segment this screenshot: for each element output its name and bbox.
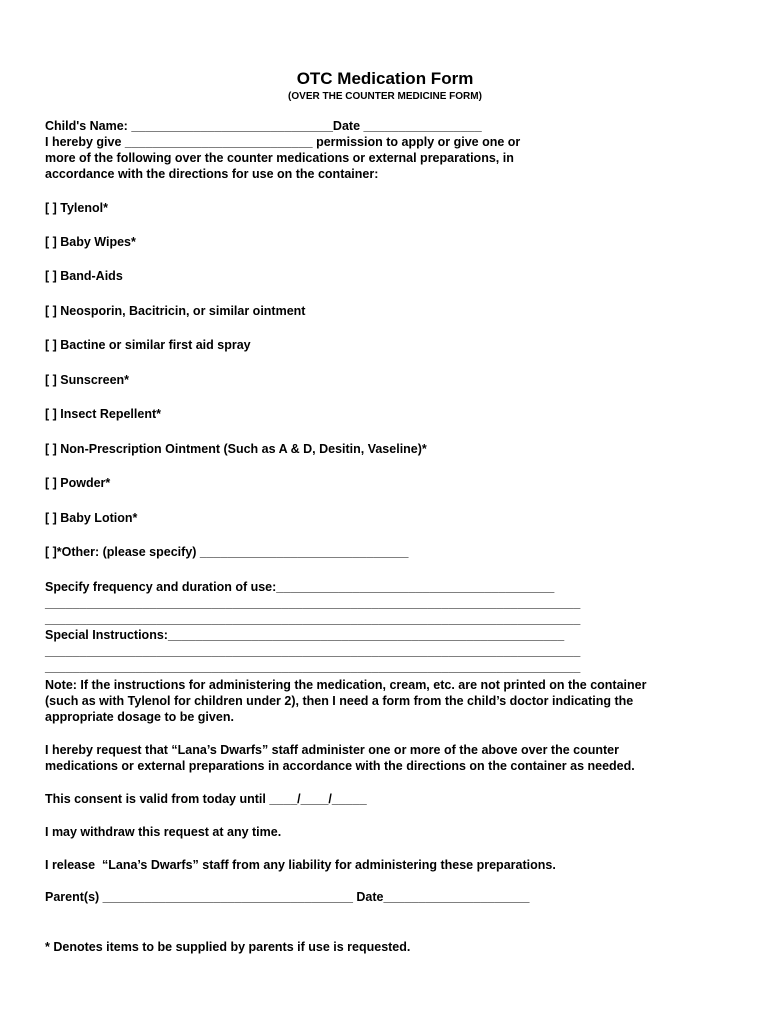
childs-name-date-line: Child's Name: _____________________________Date _________________ xyxy=(45,119,482,133)
release-text-line: I release “Lana’s Dwarfs” staff from any liability for administering these preparations. xyxy=(45,858,556,872)
frequency-blank-line: _____________________________________________________________________________ xyxy=(45,612,581,626)
note-text-line: Note: If the instructions for administering the medication, cream, etc. are not printed on the container xyxy=(45,678,647,692)
note-text-line: appropriate dosage to be given. xyxy=(45,710,234,724)
checklist-item-baby-wipes: [ ] Baby Wipes* xyxy=(45,235,136,249)
special-instructions-blank-line: _____________________________________________________________________________ xyxy=(45,644,581,658)
request-text-line: I hereby request that “Lana’s Dwarfs” staff administer one or more of the above over the counter xyxy=(45,743,619,757)
request-text-line: medications or external preparations in accordance with the directions on the container as needed. xyxy=(45,759,635,773)
permission-line: I hereby give ___________________________ permission to apply or give one or xyxy=(45,135,521,149)
checklist-item-other: [ ]*Other: (please specify) ______________________________ xyxy=(45,545,409,559)
intro-text-line: more of the following over the counter medications or external preparations, in xyxy=(45,151,514,165)
parent-signature-date-line: Parent(s) ____________________________________ Date_____________________ xyxy=(45,890,530,904)
special-instructions-line: Special Instructions:_________________________________________________________ xyxy=(45,628,565,642)
checklist-item-non-prescription-ointment: [ ] Non-Prescription Ointment (Such as A & D, Desitin, Vaseline)* xyxy=(45,442,427,456)
checklist-item-neosporin: [ ] Neosporin, Bacitricin, or similar ointment xyxy=(45,304,306,318)
checklist-item-tylenol: [ ] Tylenol* xyxy=(45,201,108,215)
checklist-item-band-aids: [ ] Band-Aids xyxy=(45,269,123,283)
consent-validity-line: This consent is valid from today until ____/____/_____ xyxy=(45,792,367,806)
checklist-item-sunscreen: [ ] Sunscreen* xyxy=(45,373,130,387)
footnote-text: * Denotes items to be supplied by parents if use is requested. xyxy=(45,940,411,954)
note-text-line: (such as with Tylenol for children under 2), then I need a form from the child’s doctor indicating the xyxy=(45,694,634,708)
form-title: OTC Medication Form xyxy=(296,69,474,88)
checklist-item-baby-lotion: [ ] Baby Lotion* xyxy=(45,511,138,525)
frequency-duration-line: Specify frequency and duration of use:________________________________________ xyxy=(45,580,555,594)
withdraw-text-line: I may withdraw this request at any time. xyxy=(45,825,282,839)
intro-text-line: accordance with the directions for use on the container: xyxy=(45,167,379,181)
special-instructions-blank-line: _____________________________________________________________________________ xyxy=(45,660,581,674)
form-subtitle: (OVER THE COUNTER MEDICINE FORM) xyxy=(288,91,482,102)
checklist-item-powder: [ ] Powder* xyxy=(45,476,111,490)
checklist-item-bactine: [ ] Bactine or similar first aid spray xyxy=(45,338,251,352)
checklist-item-insect-repellent: [ ] Insect Repellent* xyxy=(45,407,161,421)
frequency-blank-line: _____________________________________________________________________________ xyxy=(45,596,581,610)
